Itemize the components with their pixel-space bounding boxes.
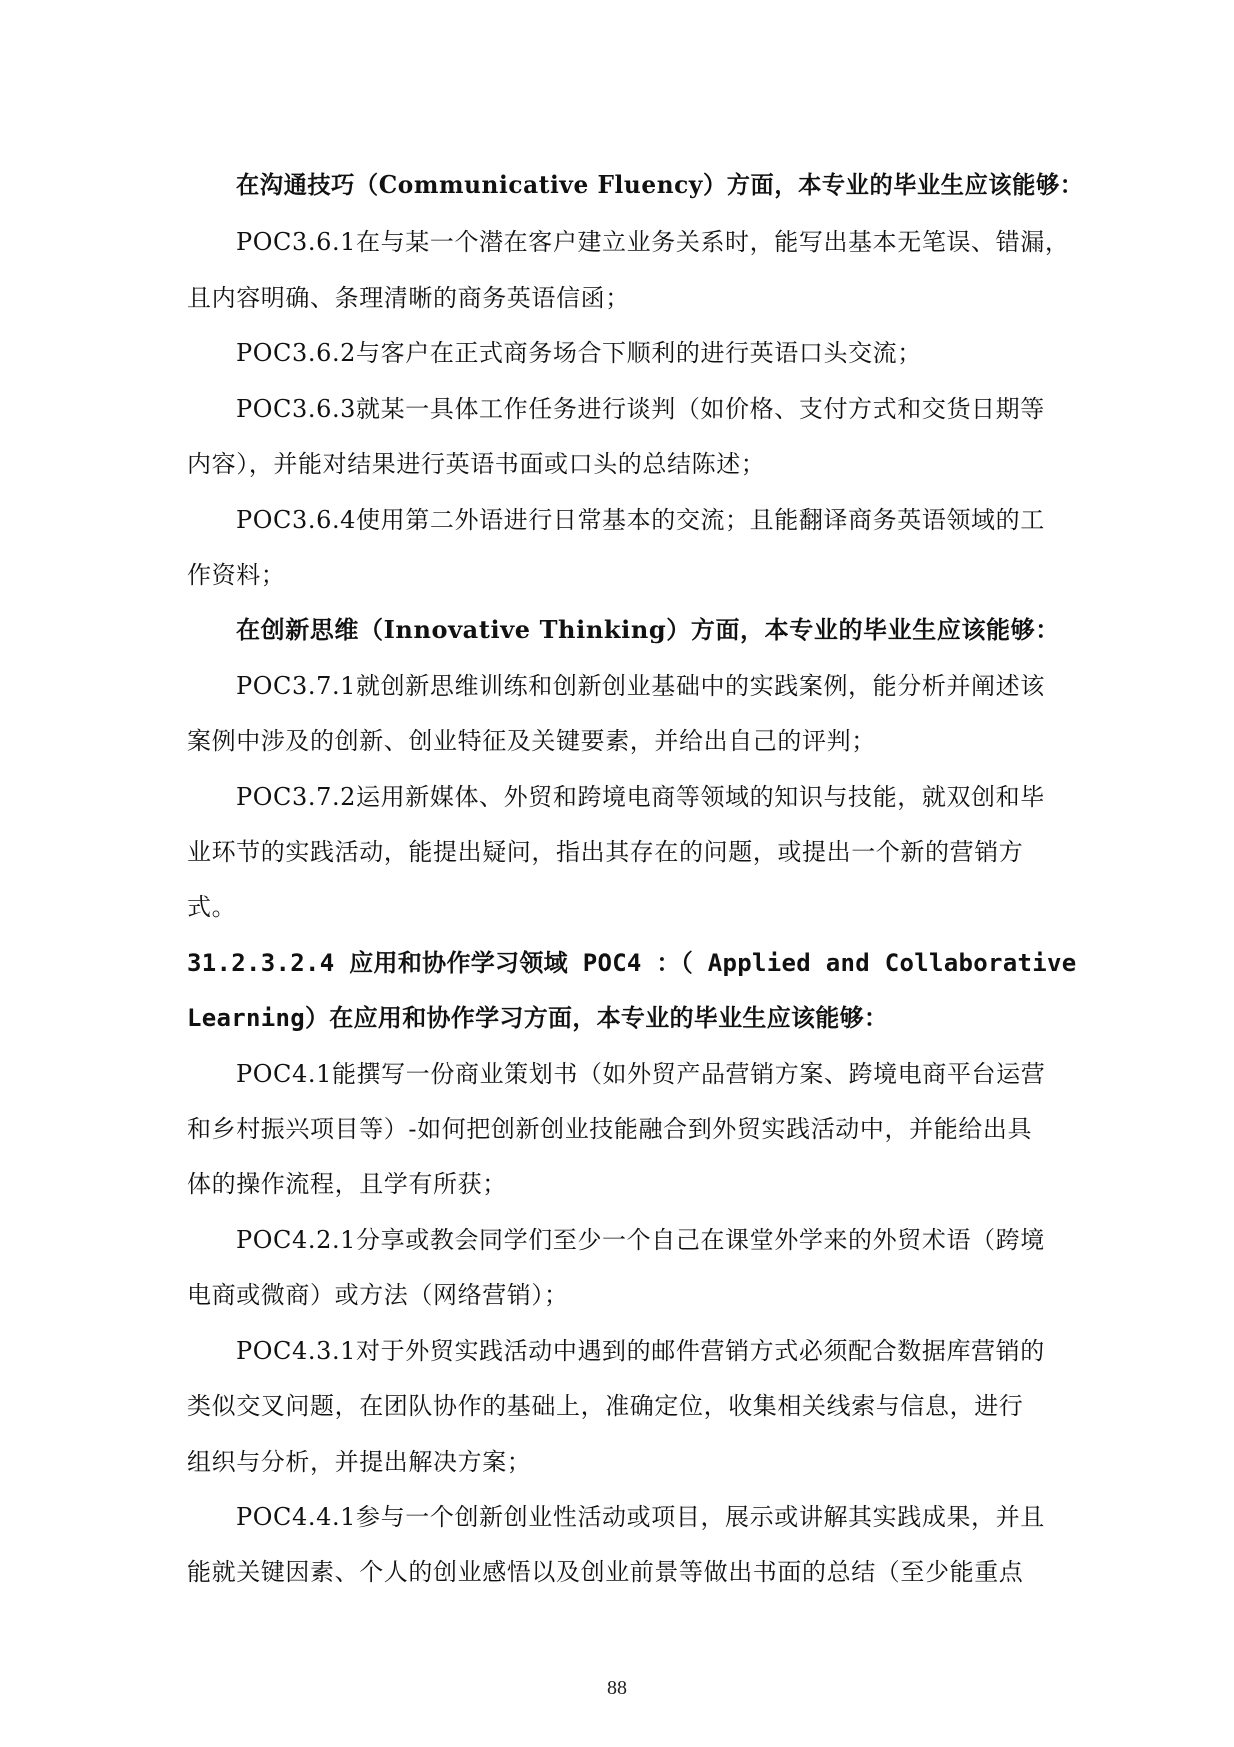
paragraph-line: POC3.7.1就创新思维训练和创新创业基础中的实践案例，能分析并阐述该 (236, 672, 1045, 700)
paragraph-line: 且内容明确、条理清晰的商务英语信函； (187, 284, 630, 312)
paragraph-line: 和乡村振兴项目等）-如何把创新创业技能融合到外贸实践活动中，并能给出具 (187, 1115, 1033, 1143)
paragraph-line: 体的操作流程，且学有所获； (187, 1170, 507, 1198)
paragraph-line: POC3.6.3就某一具体工作任务进行谈判（如价格、支付方式和交货日期等 (236, 395, 1045, 423)
paragraph-line: POC4.3.1对于外贸实践活动中遇到的邮件营销方式必须配合数据库营销的 (236, 1337, 1045, 1365)
section-heading-poc4: 31.2.3.2.4 应用和协作学习领域 POC4 ：（ Applied and Collaborative (187, 949, 1077, 977)
section-heading-innovative-thinking: 在创新思维（Innovative Thinking）方面，本专业的毕业生应该能够： (236, 615, 1060, 644)
paragraph-line: POC3.6.2与客户在正式商务场合下顺利的进行英语口头交流； (236, 339, 922, 367)
paragraph-line: POC3.6.4使用第二外语进行日常基本的交流；且能翻译商务英语领域的工 (236, 506, 1045, 534)
paragraph-line: 作资料； (187, 561, 286, 589)
paragraph-line: 能就关键因素、个人的创业感悟以及创业前景等做出书面的总结（至少能重点 (187, 1558, 1024, 1586)
paragraph-line: 案例中涉及的创新、创业特征及关键要素，并给出自己的评判； (187, 727, 876, 755)
paragraph-line: POC3.6.1在与某一个潜在客户建立业务关系时，能写出基本无笔误、错漏， (236, 228, 1070, 256)
paragraph-line: POC3.7.2运用新媒体、外贸和跨境电商等领域的知识与技能，就双创和毕 (236, 783, 1045, 811)
section-heading-communicative-fluency: 在沟通技巧（Communicative Fluency）方面，本专业的毕业生应该能够： (236, 170, 1084, 199)
paragraph-line: 电商或微商）或方法（网络营销）； (187, 1281, 569, 1309)
paragraph-line: 业环节的实践活动，能提出疑问，指出其存在的问题，或提出一个新的营销方 (187, 838, 1024, 866)
paragraph-line: POC4.1能撰写一份商业策划书（如外贸产品营销方案、跨境电商平台运营 (236, 1060, 1046, 1088)
paragraph-line: 式。 (187, 893, 237, 921)
paragraph-line: POC4.4.1参与一个创新创业性活动或项目，展示或讲解其实践成果，并且 (236, 1503, 1045, 1531)
paragraph-line: 类似交叉问题，在团队协作的基础上，准确定位，收集相关线索与信息，进行 (187, 1392, 1024, 1420)
paragraph-line: 组织与分析，并提出解决方案； (187, 1448, 532, 1476)
section-heading-poc4-continued: Learning）在应用和协作学习方面，本专业的毕业生应该能够： (187, 1004, 889, 1032)
paragraph-line: 内容），并能对结果进行英语书面或口头的总结陈述； (187, 450, 766, 478)
paragraph-line: POC4.2.1分享或教会同学们至少一个自己在课堂外学来的外贸术语（跨境 (236, 1226, 1045, 1254)
page-number: 88 (607, 1677, 627, 1699)
